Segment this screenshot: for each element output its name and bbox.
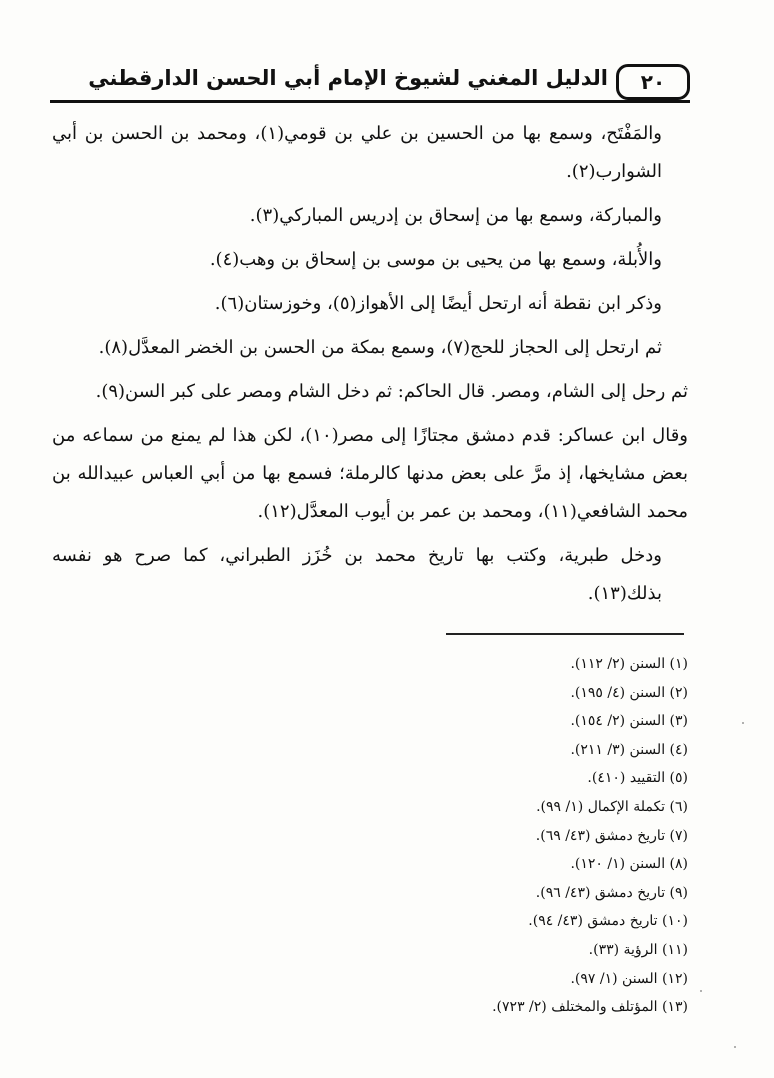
footnote: (٧) تاريخ دمشق (٤٣/ ٦٩).	[535, 827, 688, 844]
paragraph: وقال ابن عساكر: قدم دمشق مجتازًا إلى مصر(١٠)، لكن هذا لم يمنع من سماعه من بعض مشايخها، إذ مرَّ على بعض مدنها كالرملة؛ فسمع بها من أبي العباس عبيدالله بن محمد الشافعي(١١)، ومحمد بن عمر بن أيوب المعدَّل(١٢).	[52, 425, 688, 522]
running-title: الدليل المغني لشيوخ الإمام أبي الحسن الدارقطني	[88, 66, 608, 90]
main-text	[52, 115, 688, 619]
paragraph: ودخل طبرية، وكتب بها تاريخ محمد بن خُزَز الطبراني، كما صرح هو نفسه بذلك(١٣).	[52, 545, 662, 604]
footnote: (١٣) المؤتلف والمختلف (٢/ ٧٢٣).	[492, 999, 688, 1016]
footnote: (١١) الرؤية (٣٣).	[588, 941, 688, 958]
page-number: ٢٠	[616, 64, 690, 100]
paragraph: ثم رحل إلى الشام، ومصر. قال الحاكم: ثم دخل الشام ومصر على كبر السن(٩).	[95, 381, 688, 402]
paragraph: والأُبلة، وسمع بها من يحيى بن موسى بن إسحاق بن وهب(٤).	[209, 249, 662, 270]
footnote: (٤) السنن (٣/ ٢١١).	[570, 741, 688, 758]
paragraph: ثم ارتحل إلى الحجاز للحج(٧)، وسمع بمكة من الحسن بن الخضر المعدَّل(٨).	[98, 337, 662, 358]
footnote: (٨) السنن (١/ ١٢٠).	[570, 856, 688, 873]
footnote: (١٢) السنن (١/ ٩٧).	[570, 970, 688, 987]
footnote: (٩) تاريخ دمشق (٤٣/ ٩٦).	[535, 884, 688, 901]
footnote: (١) السنن (٢/ ١١٢).	[570, 656, 688, 672]
paragraph: والمباركة، وسمع بها من إسحاق بن إدريس المباركي(٣).	[249, 205, 662, 226]
footnotes	[268, 650, 688, 1022]
footnote: (٥) التقييد (٤١٠).	[587, 770, 688, 787]
header-rule	[50, 100, 690, 103]
footnote: (٦) تكملة الإكمال (١/ ٩٩).	[536, 798, 688, 815]
paragraph: وذكر ابن نقطة أنه ارتحل أيضًا إلى الأهواز(٥)، وخوزستان(٦).	[214, 293, 662, 314]
footnote-separator	[446, 633, 684, 635]
running-header	[50, 62, 690, 102]
scan-speck	[700, 990, 702, 992]
footnote: (١٠) تاريخ دمشق (٤٣/ ٩٤).	[528, 913, 688, 930]
paragraph: والمَفْتَح، وسمع بها من الحسين بن علي بن قومي(١)، ومحمد بن الحسن بن أبي الشوارب(٢).	[52, 123, 662, 182]
scan-speck	[734, 1046, 736, 1048]
footnote: (٢) السنن (٤/ ١٩٥).	[570, 684, 688, 701]
footnote: (٣) السنن (٢/ ١٥٤).	[570, 713, 688, 730]
scan-speck	[742, 722, 744, 724]
